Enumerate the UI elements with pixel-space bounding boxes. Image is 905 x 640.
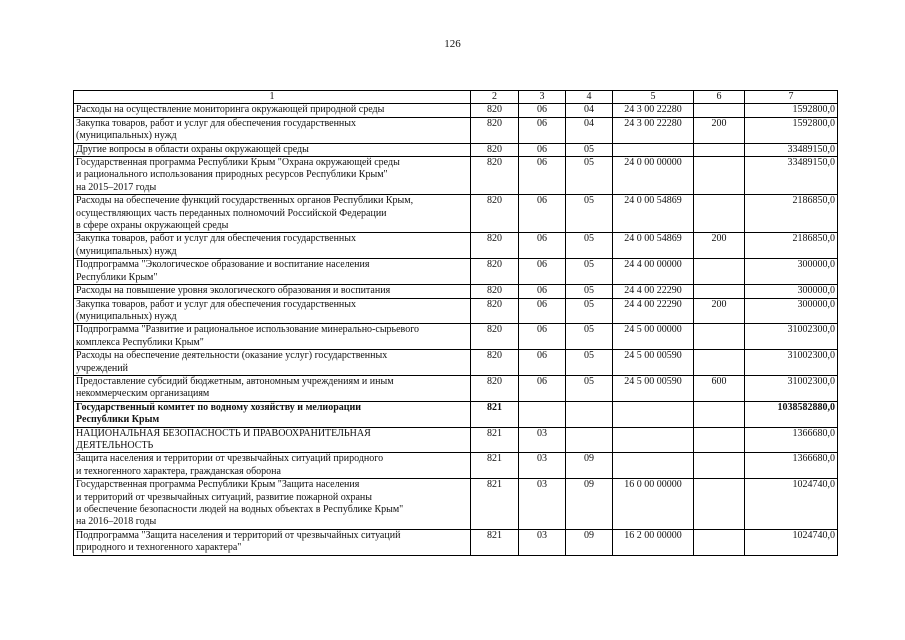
column-header: 3 xyxy=(519,91,566,104)
column-header: 7 xyxy=(745,91,838,104)
row-name-cell: Закупка товаров, работ и услуг для обеспечения государственных (муниципальных) нужд xyxy=(74,233,471,259)
expense-type-cell xyxy=(694,104,745,117)
column-header-row xyxy=(74,91,838,104)
ministry-code-cell: 821 xyxy=(471,401,519,427)
target-article-cell: 16 2 00 00000 xyxy=(613,529,694,555)
ministry-code-cell: 820 xyxy=(471,350,519,376)
row-name-cell: Расходы на осуществление мониторинга окружающей природной среды xyxy=(74,104,471,117)
amount-cell: 1024740,0 xyxy=(745,479,838,530)
ministry-code-cell: 820 xyxy=(471,285,519,298)
ministry-code-cell: 820 xyxy=(471,157,519,195)
expense-type-cell xyxy=(694,157,745,195)
table-row xyxy=(74,479,838,530)
amount-cell: 1038582880,0 xyxy=(745,401,838,427)
row-name-cell: Расходы на повышение уровня экологического образования и воспитания xyxy=(74,285,471,298)
expense-type-cell xyxy=(694,143,745,156)
expense-type-cell xyxy=(694,529,745,555)
table-row xyxy=(74,427,838,453)
row-name-cell: Защита населения и территории от чрезвычайных ситуаций природного и техногенного характера, гражданская оборона xyxy=(74,453,471,479)
amount-cell: 300000,0 xyxy=(745,259,838,285)
target-article-cell: 24 0 00 54869 xyxy=(613,233,694,259)
ministry-code-cell: 821 xyxy=(471,427,519,453)
row-name-cell: Предоставление субсидий бюджетным, автономным учреждениям и иным некоммерческим организациям xyxy=(74,375,471,401)
ministry-code-cell: 821 xyxy=(471,453,519,479)
subsection-code-cell: 05 xyxy=(566,143,613,156)
column-header: 6 xyxy=(694,91,745,104)
section-code-cell: 06 xyxy=(519,233,566,259)
ministry-code-cell: 821 xyxy=(471,529,519,555)
row-name-cell: Подпрограмма "Развитие и рациональное использование минерально-сырьевого комплекса Республики Крым" xyxy=(74,324,471,350)
table-row xyxy=(74,233,838,259)
target-article-cell xyxy=(613,401,694,427)
subsection-code-cell: 09 xyxy=(566,479,613,530)
ministry-code-cell: 820 xyxy=(471,143,519,156)
row-name-cell: Закупка товаров, работ и услуг для обеспечения государственных (муниципальных) нужд xyxy=(74,117,471,143)
table-row xyxy=(74,143,838,156)
expense-type-cell: 200 xyxy=(694,117,745,143)
section-code-cell: 06 xyxy=(519,259,566,285)
subsection-code-cell: 05 xyxy=(566,195,613,233)
section-code-cell: 03 xyxy=(519,427,566,453)
section-code-cell: 06 xyxy=(519,104,566,117)
expense-type-cell: 600 xyxy=(694,375,745,401)
table-row xyxy=(74,157,838,195)
subsection-code-cell: 05 xyxy=(566,285,613,298)
amount-cell: 2186850,0 xyxy=(745,195,838,233)
amount-cell: 300000,0 xyxy=(745,298,838,324)
subsection-code-cell: 04 xyxy=(566,104,613,117)
table-row xyxy=(74,298,838,324)
section-code-cell: 03 xyxy=(519,453,566,479)
section-code-cell: 06 xyxy=(519,117,566,143)
expense-type-cell xyxy=(694,195,745,233)
subsection-code-cell xyxy=(566,427,613,453)
target-article-cell: 24 4 00 22290 xyxy=(613,298,694,324)
target-article-cell: 24 5 00 00590 xyxy=(613,350,694,376)
target-article-cell xyxy=(613,143,694,156)
expense-type-cell xyxy=(694,453,745,479)
expense-type-cell xyxy=(694,427,745,453)
subsection-code-cell: 05 xyxy=(566,375,613,401)
amount-cell: 1366680,0 xyxy=(745,453,838,479)
table-row xyxy=(74,285,838,298)
amount-cell: 1592800,0 xyxy=(745,104,838,117)
target-article-cell: 16 0 00 00000 xyxy=(613,479,694,530)
target-article-cell xyxy=(613,427,694,453)
table-row xyxy=(74,324,838,350)
section-code-cell: 06 xyxy=(519,375,566,401)
ministry-code-cell: 820 xyxy=(471,375,519,401)
section-code-cell: 06 xyxy=(519,143,566,156)
target-article-cell: 24 5 00 00590 xyxy=(613,375,694,401)
row-name-cell: Подпрограмма "Экологическое образование и воспитание населения Республики Крым" xyxy=(74,259,471,285)
subsection-code-cell: 09 xyxy=(566,453,613,479)
row-name-cell: Подпрограмма "Защита населения и территорий от чрезвычайных ситуаций природного и техногенного характера" xyxy=(74,529,471,555)
ministry-code-cell: 820 xyxy=(471,298,519,324)
subsection-code-cell: 04 xyxy=(566,117,613,143)
table-row xyxy=(74,259,838,285)
ministry-code-cell: 820 xyxy=(471,324,519,350)
ministry-code-cell: 821 xyxy=(471,479,519,530)
section-code-cell: 06 xyxy=(519,298,566,324)
expense-type-cell xyxy=(694,259,745,285)
amount-cell: 1366680,0 xyxy=(745,427,838,453)
table-row xyxy=(74,117,838,143)
table-row xyxy=(74,453,838,479)
expense-type-cell: 200 xyxy=(694,233,745,259)
section-code-cell: 03 xyxy=(519,479,566,530)
expense-type-cell xyxy=(694,479,745,530)
table-row xyxy=(74,104,838,117)
section-code-cell: 06 xyxy=(519,195,566,233)
table-row xyxy=(74,529,838,555)
row-name-cell: Государственная программа Республики Крым "Охрана окружающей среды и рационального использования природных ресурсов Республики Крым" на 2015–2017 годы xyxy=(74,157,471,195)
target-article-cell: 24 3 00 22280 xyxy=(613,117,694,143)
ministry-code-cell: 820 xyxy=(471,117,519,143)
target-article-cell: 24 0 00 00000 xyxy=(613,157,694,195)
row-name-cell: Расходы на обеспечение функций государственных органов Республики Крым, осуществляющих часть переданных полномочий Российской Федерации в сфере охраны окружающей среды xyxy=(74,195,471,233)
row-name-cell: Закупка товаров, работ и услуг для обеспечения государственных (муниципальных) нужд xyxy=(74,298,471,324)
ministry-code-cell: 820 xyxy=(471,195,519,233)
amount-cell: 33489150,0 xyxy=(745,143,838,156)
row-name-cell: Государственный комитет по водному хозяйству и мелиорации Республики Крым xyxy=(74,401,471,427)
row-name-cell: НАЦИОНАЛЬНАЯ БЕЗОПАСНОСТЬ И ПРАВООХРАНИТЕЛЬНАЯ ДЕЯТЕЛЬНОСТЬ xyxy=(74,427,471,453)
section-code-cell: 06 xyxy=(519,350,566,376)
subsection-code-cell: 05 xyxy=(566,157,613,195)
section-code-cell: 06 xyxy=(519,157,566,195)
row-name-cell: Другие вопросы в области охраны окружающей среды xyxy=(74,143,471,156)
column-header: 2 xyxy=(471,91,519,104)
amount-cell: 31002300,0 xyxy=(745,324,838,350)
expense-type-cell: 200 xyxy=(694,298,745,324)
target-article-cell: 24 3 00 22280 xyxy=(613,104,694,117)
expense-type-cell xyxy=(694,350,745,376)
page-number: 126 xyxy=(444,38,461,50)
expense-type-cell xyxy=(694,401,745,427)
target-article-cell: 24 5 00 00000 xyxy=(613,324,694,350)
target-article-cell: 24 4 00 22290 xyxy=(613,285,694,298)
column-header: 1 xyxy=(74,91,471,104)
ministry-code-cell: 820 xyxy=(471,259,519,285)
ministry-code-cell: 820 xyxy=(471,233,519,259)
target-article-cell: 24 4 00 00000 xyxy=(613,259,694,285)
subsection-code-cell: 05 xyxy=(566,298,613,324)
amount-cell: 33489150,0 xyxy=(745,157,838,195)
amount-cell: 300000,0 xyxy=(745,285,838,298)
subsection-code-cell: 05 xyxy=(566,324,613,350)
section-code-cell: 03 xyxy=(519,529,566,555)
target-article-cell: 24 0 00 54869 xyxy=(613,195,694,233)
subsection-code-cell: 05 xyxy=(566,259,613,285)
table-row xyxy=(74,350,838,376)
amount-cell: 31002300,0 xyxy=(745,350,838,376)
amount-cell: 1024740,0 xyxy=(745,529,838,555)
expense-type-cell xyxy=(694,324,745,350)
subsection-code-cell: 05 xyxy=(566,350,613,376)
column-header: 4 xyxy=(566,91,613,104)
budget-table xyxy=(73,90,838,556)
table-row xyxy=(74,195,838,233)
section-code-cell xyxy=(519,401,566,427)
table-row xyxy=(74,401,838,427)
subsection-code-cell xyxy=(566,401,613,427)
row-name-cell: Государственная программа Республики Крым "Защита населения и территорий от чрезвычайных ситуаций, развитие пожарной охраны и обеспечение безопасности людей на водных объектах в Республике Крым" на 2016–2018 годы xyxy=(74,479,471,530)
column-header: 5 xyxy=(613,91,694,104)
target-article-cell xyxy=(613,453,694,479)
subsection-code-cell: 09 xyxy=(566,529,613,555)
table-row xyxy=(74,375,838,401)
expense-type-cell xyxy=(694,285,745,298)
amount-cell: 31002300,0 xyxy=(745,375,838,401)
amount-cell: 1592800,0 xyxy=(745,117,838,143)
subsection-code-cell: 05 xyxy=(566,233,613,259)
table-body xyxy=(74,104,838,555)
row-name-cell: Расходы на обеспечение деятельности (оказание услуг) государственных учреждений xyxy=(74,350,471,376)
amount-cell: 2186850,0 xyxy=(745,233,838,259)
section-code-cell: 06 xyxy=(519,324,566,350)
ministry-code-cell: 820 xyxy=(471,104,519,117)
section-code-cell: 06 xyxy=(519,285,566,298)
